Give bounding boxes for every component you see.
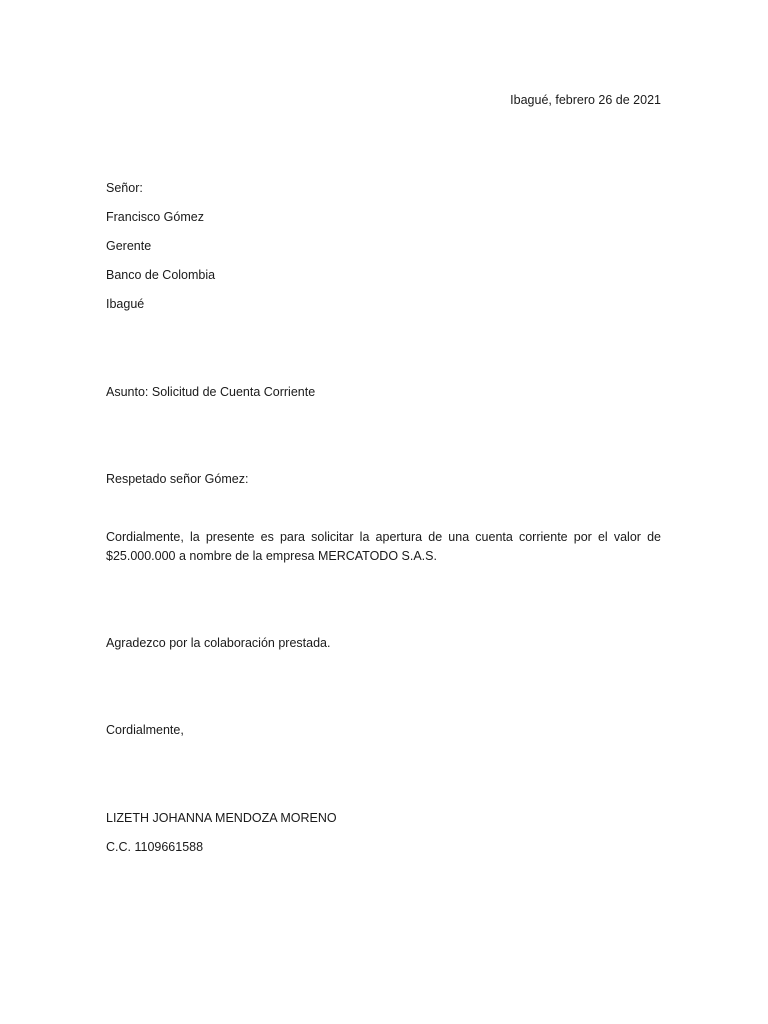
recipient-company: Banco de Colombia [106, 268, 216, 282]
recipient-city: Ibagué [106, 297, 145, 311]
letter-thanks: Agradezco por la colaboración prestada. [106, 636, 331, 650]
letter-closing: Cordialmente, [106, 723, 184, 737]
letter-subject: Asunto: Solicitud de Cuenta Corriente [106, 385, 316, 399]
letter-date: Ibagué, febrero 26 de 2021 [510, 93, 661, 107]
recipient-position: Gerente [106, 239, 152, 253]
signature-id: C.C. 1109661588 [106, 840, 204, 854]
recipient-name: Francisco Gómez [106, 210, 204, 224]
recipient-salutation-title: Señor: [106, 181, 143, 195]
letter-body-line-1: Cordialmente, la presente es para solicitar la apertura de una cuenta corriente por el valor de [106, 530, 661, 544]
letter-body-line-2: $25.000.000 a nombre de la empresa MERCATODO S.A.S. [106, 549, 437, 563]
letter-greeting: Respetado señor Gómez: [106, 472, 249, 486]
letter-body [106, 528, 661, 566]
signature-name: LIZETH JOHANNA MENDOZA MORENO [106, 811, 337, 825]
